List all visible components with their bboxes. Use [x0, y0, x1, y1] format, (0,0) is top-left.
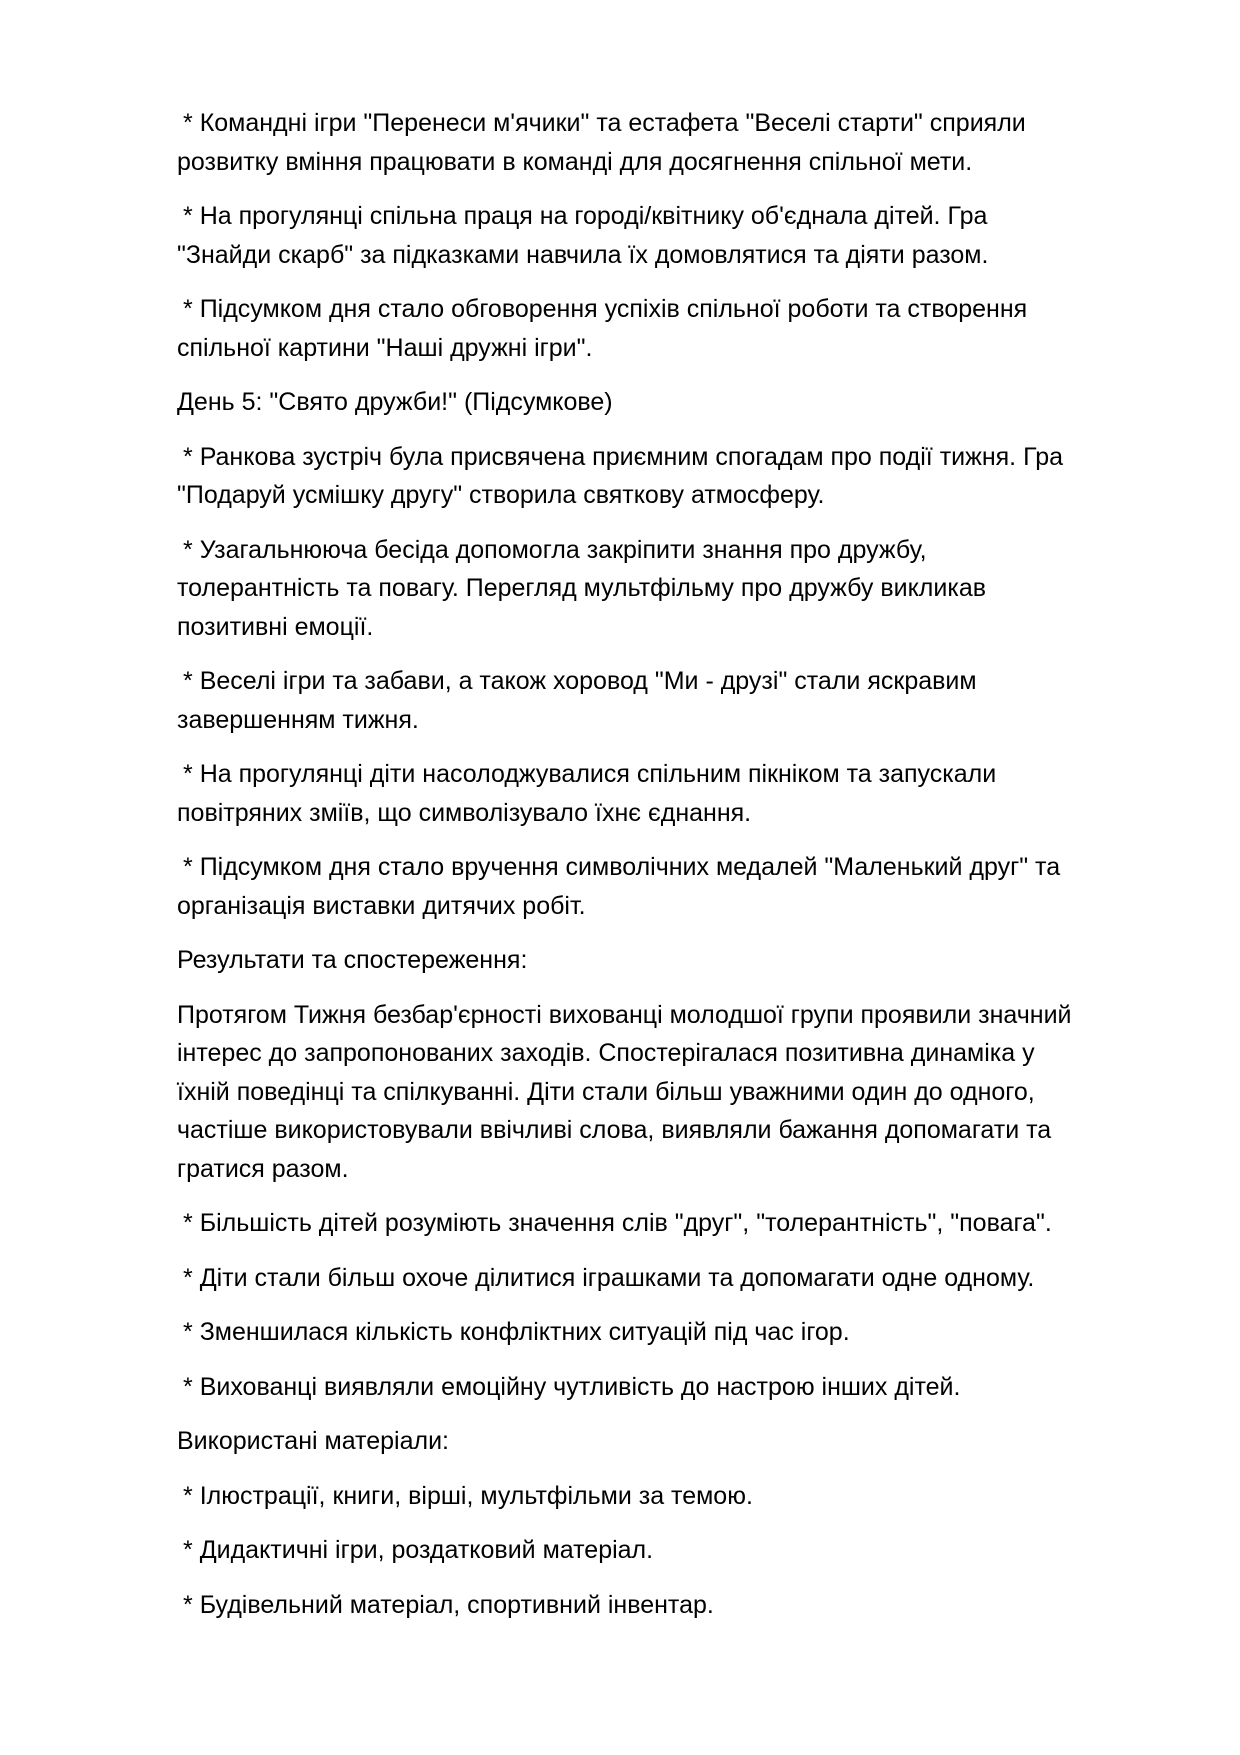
line-text: На прогулянці діти насолоджувалися спільним пікніком та запускали [199, 760, 997, 788]
text-line [177, 996, 1167, 1035]
line-text: Підсумком дня стало обговорення успіхів спільної роботи та створення [199, 295, 1028, 323]
line-text: Протягом Тижня безбар'єрності вихованці молодшої групи проявили значний [177, 1000, 1072, 1029]
bullet-item [177, 848, 1167, 925]
line-text: Вихованці виявляли емоційну чутливість до настрою інших дітей. [199, 1372, 961, 1401]
bullet-marker: * [183, 1372, 193, 1401]
line-text: толерантність та повагу. Перегляд мультфільму про дружбу викликав [177, 574, 987, 602]
text-line [177, 1034, 1167, 1073]
text-line [177, 1422, 1167, 1461]
text-line [177, 197, 1167, 236]
bullet-marker: * [183, 1209, 193, 1237]
text-line [177, 848, 1167, 887]
line-text: інтерес до запропонованих заходів. Спостерігалася позитивна динаміка у [177, 1039, 1035, 1067]
line-text: Командні ігри "Перенеси м'ячики" та естафета "Веселі старти" сприяли [199, 109, 1026, 137]
body-paragraph [177, 996, 1167, 1189]
text-line [177, 569, 1167, 608]
line-text: Веселі ігри та забави, а також хоровод "Ми - друзі" стали яскравим [199, 667, 977, 695]
text-line [177, 887, 1167, 926]
line-text: їхній поведінці та спілкуванні. Діти стали більш уважними один до одного, [177, 1077, 1035, 1106]
text-line [177, 608, 1167, 647]
bullet-marker: * [183, 1590, 193, 1619]
bullet-item [177, 438, 1167, 515]
bullet-item [177, 755, 1167, 832]
line-text: частіше використовували ввічливі слова, виявляли бажання допомагати та [177, 1116, 1052, 1144]
bullet-item [177, 104, 1167, 181]
bullet-marker: * [183, 667, 193, 695]
text-line [177, 104, 1167, 143]
text-line [177, 236, 1167, 275]
document-body [177, 104, 1167, 1624]
section-heading [177, 1422, 1167, 1461]
bullet-marker: * [183, 760, 193, 788]
text-line [177, 1477, 1167, 1516]
line-text: Дидактичні ігри, роздатковий матеріал. [199, 1536, 654, 1564]
bullet-marker: * [183, 295, 193, 323]
line-text: Узагальнююча бесіда допомогла закріпити знання про дружбу, [199, 535, 927, 564]
bullet-item [177, 1259, 1167, 1298]
bullet-item [177, 197, 1167, 274]
bullet-item [177, 1477, 1167, 1516]
line-text: Діти стали більш охоче ділитися іграшками та допомагати одне одному. [199, 1263, 1035, 1292]
line-text: Результати та спостереження: [177, 946, 528, 974]
text-line [177, 1204, 1167, 1243]
bullet-marker: * [183, 1263, 193, 1292]
text-line [177, 1073, 1167, 1112]
bullet-marker: * [183, 442, 193, 471]
line-text: "Знайди скарб" за підказками навчила їх домовлятися та діяти разом. [177, 240, 989, 269]
text-line [177, 290, 1167, 329]
line-text: На прогулянці спільна праця на городі/квітнику об'єднала дітей. Гра [199, 202, 988, 230]
text-line [177, 1150, 1167, 1189]
line-text: організація виставки дитячих робіт. [177, 891, 586, 920]
line-text: Використані матеріали: [177, 1427, 449, 1455]
section-heading [177, 941, 1167, 980]
bullet-marker: * [183, 1481, 193, 1510]
text-line [177, 1259, 1167, 1298]
line-text: Підсумком дня стало вручення символічних медалей "Маленький друг" та [199, 853, 1061, 881]
text-line [177, 329, 1167, 368]
text-line [177, 701, 1167, 740]
bullet-item [177, 1531, 1167, 1570]
bullet-marker: * [183, 109, 193, 137]
bullet-marker: * [183, 1318, 193, 1346]
text-line [177, 1531, 1167, 1570]
line-text: завершенням тижня. [177, 705, 419, 734]
text-line [177, 662, 1167, 701]
bullet-item [177, 1586, 1167, 1625]
text-line [177, 476, 1167, 515]
bullet-item [177, 1313, 1167, 1352]
line-text: День 5: "Свято дружби!" (Підсумкове) [177, 388, 613, 416]
text-line [177, 794, 1167, 833]
text-line [177, 383, 1167, 422]
bullet-marker: * [183, 1536, 193, 1564]
line-text: позитивні емоції. [177, 612, 374, 641]
section-heading [177, 383, 1167, 422]
line-text: Ранкова зустріч була присвячена приємним спогадам про події тижня. Гра [199, 442, 1064, 471]
line-text: Зменшилася кількість конфліктних ситуацій під час ігор. [199, 1318, 850, 1346]
line-text: Більшість дітей розуміють значення слів "друг", "толерантність", "повага". [199, 1209, 1052, 1237]
bullet-item [177, 531, 1167, 647]
bullet-marker: * [183, 535, 193, 564]
line-text: розвитку вміння працювати в команді для досягнення спільної мети. [177, 147, 973, 176]
line-text: Ілюстрації, книги, вірші, мультфільми за темою. [199, 1481, 753, 1510]
text-line [177, 755, 1167, 794]
bullet-item [177, 662, 1167, 739]
text-line [177, 143, 1167, 182]
text-line [177, 1586, 1167, 1625]
text-line [177, 531, 1167, 570]
line-text: гратися разом. [177, 1154, 349, 1183]
text-line [177, 438, 1167, 477]
text-line [177, 1368, 1167, 1407]
bullet-marker: * [183, 853, 193, 881]
bullet-item [177, 290, 1167, 367]
text-line [177, 1111, 1167, 1150]
line-text: спільної картини "Наші дружні ігри". [177, 333, 593, 362]
document-page [177, 104, 1167, 1640]
text-line [177, 941, 1167, 980]
line-text: "Подаруй усмішку другу" створила святкову атмосферу. [177, 481, 825, 509]
bullet-marker: * [183, 202, 193, 230]
line-text: Будівельний матеріал, спортивний інвентар. [199, 1590, 714, 1619]
bullet-item [177, 1368, 1167, 1407]
line-text: повітряних зміїв, що символізувало їхнє єднання. [177, 798, 752, 827]
text-line [177, 1313, 1167, 1352]
bullet-item [177, 1204, 1167, 1243]
